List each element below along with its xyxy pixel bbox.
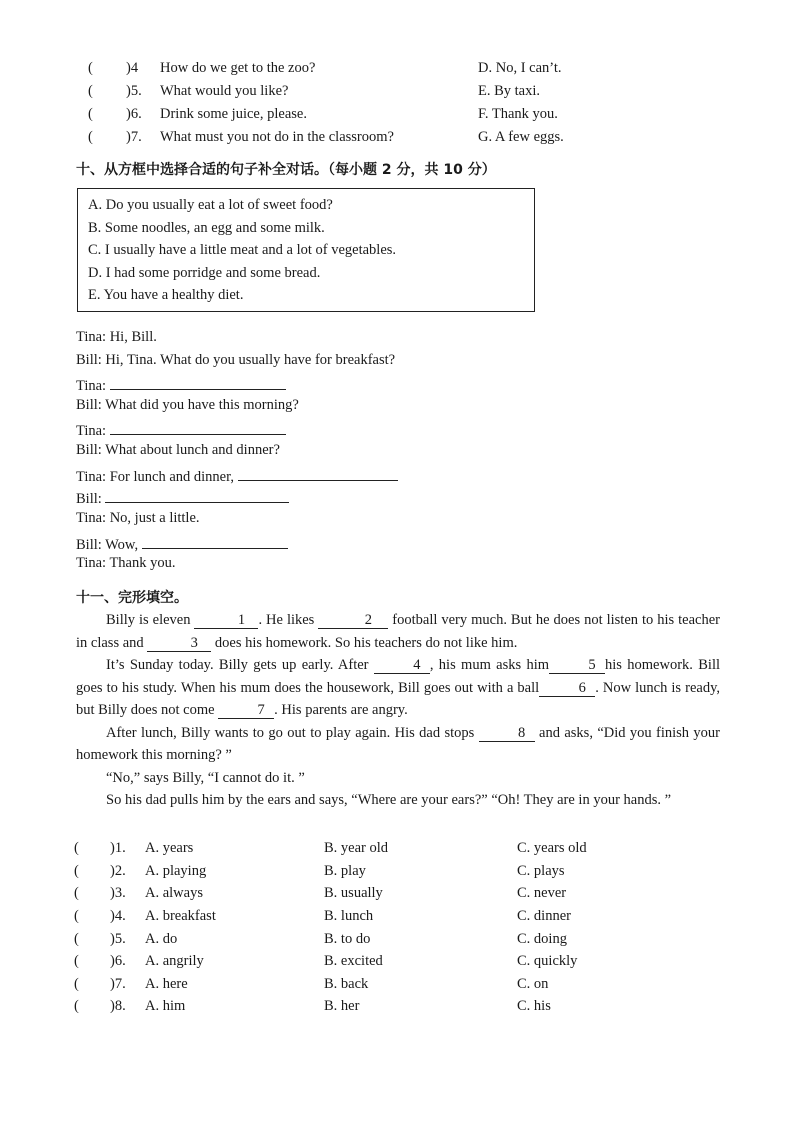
- answer-paren[interactable]: (: [74, 998, 79, 1014]
- choice-row: [74, 883, 734, 903]
- choice-number: )8.: [110, 998, 126, 1014]
- match-row: [88, 127, 728, 147]
- choice-b[interactable]: B. excited: [324, 953, 383, 969]
- choice-number: )4.: [110, 908, 126, 924]
- answer-blank[interactable]: [110, 419, 286, 435]
- choice-c[interactable]: C. doing: [517, 931, 567, 947]
- choice-a[interactable]: A. playing: [145, 863, 207, 879]
- cloze-blank[interactable]: 2: [318, 612, 388, 629]
- cloze-passage: [76, 609, 720, 812]
- answer-paren[interactable]: (: [88, 129, 93, 145]
- question-number: )7.: [126, 129, 142, 145]
- question-text: What must you not do in the classroom?: [160, 129, 394, 145]
- choice-row: [74, 929, 734, 949]
- answer-paren[interactable]: (: [74, 840, 79, 856]
- choice-a[interactable]: A. always: [145, 885, 203, 901]
- section-10-title: 十、从方框中选择合适的句子补全对话。（每小题 2 分，共 10 分）: [76, 162, 496, 178]
- dialogue-line: Bill:: [76, 487, 289, 508]
- choice-row: [74, 996, 734, 1016]
- question-text: What would you like?: [160, 83, 289, 99]
- option-c: C. I usually have a little meat and a lot of vegetables.: [88, 242, 397, 258]
- dialogue-line: Bill: What about lunch and dinner?: [76, 442, 280, 458]
- answer-paren[interactable]: (: [74, 931, 79, 947]
- passage-paragraph: It’s Sunday today. Billy gets up early. After 4 , his mum asks him 5 his homework. Bill goes to his study. When his mum does the housework, Bill goes out with a ball 6 . Now lunch is ready, but Billy does not come 7 . His parents are angry.: [76, 657, 720, 718]
- choice-c[interactable]: C. dinner: [517, 908, 571, 924]
- answer-blank[interactable]: [142, 533, 288, 549]
- choice-number: )1.: [110, 840, 126, 856]
- dialogue-line: Bill: Hi, Tina. What do you usually have for breakfast?: [76, 352, 396, 368]
- choice-number: )2.: [110, 863, 126, 879]
- cloze-blank[interactable]: 1: [194, 612, 258, 629]
- choice-number: )3.: [110, 885, 126, 901]
- cloze-blank[interactable]: 3: [147, 635, 211, 652]
- dialogue-line: Tina: For lunch and dinner,: [76, 465, 398, 486]
- choice-row: [74, 974, 734, 994]
- cloze-blank[interactable]: 7: [218, 702, 274, 719]
- match-row: [88, 104, 728, 124]
- passage-paragraph: So his dad pulls him by the ears and says, “Where are your ears?” “Oh! They are in your hands. ”: [106, 792, 672, 808]
- answer-paren[interactable]: (: [74, 885, 79, 901]
- choice-number: )7.: [110, 976, 126, 992]
- answer-blank[interactable]: [238, 465, 398, 481]
- section-11-title: 十一、完形填空。: [76, 590, 188, 606]
- choice-row: [74, 838, 734, 858]
- dialogue-line: Tina: No, just a little.: [76, 510, 200, 526]
- answer-paren[interactable]: (: [88, 83, 93, 99]
- choice-a[interactable]: A. here: [145, 976, 188, 992]
- cloze-blank[interactable]: 4: [374, 657, 430, 674]
- choice-number: )6.: [110, 953, 126, 969]
- answer-paren[interactable]: (: [74, 863, 79, 879]
- dialogue-line: Tina:: [76, 374, 286, 395]
- choice-c[interactable]: C. quickly: [517, 953, 578, 969]
- choice-row: [74, 951, 734, 971]
- choice-b[interactable]: B. lunch: [324, 908, 374, 924]
- answer-paren[interactable]: (: [88, 106, 93, 122]
- question-text: Drink some juice, please.: [160, 106, 307, 122]
- answer-option: E. By taxi.: [478, 83, 541, 99]
- dialogue-line: Bill: What did you have this morning?: [76, 397, 299, 413]
- option-e: E. You have a healthy diet.: [88, 287, 244, 303]
- match-row: [88, 58, 728, 78]
- answer-blank[interactable]: [110, 374, 286, 390]
- question-number: )5.: [126, 83, 142, 99]
- dialogue-line: Tina: Thank you.: [76, 555, 176, 571]
- choice-c[interactable]: C. plays: [517, 863, 565, 879]
- answer-option: F. Thank you.: [478, 106, 558, 122]
- choice-b[interactable]: B. year old: [324, 840, 389, 856]
- passage-paragraph: “No,” says Billy, “I cannot do it. ”: [106, 769, 305, 786]
- option-a: A. Do you usually eat a lot of sweet food?: [88, 197, 333, 213]
- choice-number: )5.: [110, 931, 126, 947]
- choice-c[interactable]: C. on: [517, 976, 549, 992]
- choice-b[interactable]: B. her: [324, 998, 360, 1014]
- passage-paragraph: After lunch, Billy wants to go out to play again. His dad stops 8 and asks, “Did you finish your homework this morning? ”: [76, 724, 720, 763]
- choice-b[interactable]: B. back: [324, 976, 369, 992]
- options-box: [77, 188, 535, 312]
- cloze-blank[interactable]: 8: [479, 725, 535, 742]
- choice-a[interactable]: A. angrily: [145, 953, 204, 969]
- answer-paren[interactable]: (: [74, 908, 79, 924]
- dialogue-line: Bill: Wow,: [76, 533, 288, 554]
- option-b: B. Some noodles, an egg and some milk.: [88, 220, 325, 236]
- answer-paren[interactable]: (: [74, 953, 79, 969]
- answer-paren[interactable]: (: [74, 976, 79, 992]
- answer-paren[interactable]: (: [88, 60, 93, 76]
- option-d: D. I had some porridge and some bread.: [88, 265, 321, 281]
- choice-a[interactable]: A. years: [145, 840, 194, 856]
- choice-c[interactable]: C. never: [517, 885, 567, 901]
- choice-row: [74, 861, 734, 881]
- answer-option: D. No, I can’t.: [478, 60, 562, 76]
- choice-b[interactable]: B. play: [324, 863, 366, 879]
- question-number: )4: [126, 60, 139, 76]
- answer-option: G. A few eggs.: [478, 129, 564, 145]
- choice-b[interactable]: B. to do: [324, 931, 371, 947]
- answer-blank[interactable]: [105, 487, 289, 503]
- choice-c[interactable]: C. his: [517, 998, 551, 1014]
- cloze-blank[interactable]: 5: [549, 657, 605, 674]
- choice-b[interactable]: B. usually: [324, 885, 383, 901]
- dialogue-line: Tina:: [76, 419, 286, 440]
- choice-a[interactable]: A. do: [145, 931, 178, 947]
- passage-paragraph: Billy is eleven 1 . He likes 2 football very much. But he does not listen to his teacher in class and 3 does his homework. So his teachers do not like him.: [76, 612, 720, 651]
- question-text: How do we get to the zoo?: [160, 60, 316, 76]
- choice-c[interactable]: C. years old: [517, 840, 587, 856]
- match-row: [88, 81, 728, 101]
- cloze-blank[interactable]: 6: [539, 680, 595, 697]
- choice-a[interactable]: A. him: [145, 998, 186, 1014]
- dialogue-line: Tina: Hi, Bill.: [76, 329, 157, 345]
- question-number: )6.: [126, 106, 142, 122]
- choice-row: [74, 906, 734, 926]
- choice-a[interactable]: A. breakfast: [145, 908, 216, 924]
